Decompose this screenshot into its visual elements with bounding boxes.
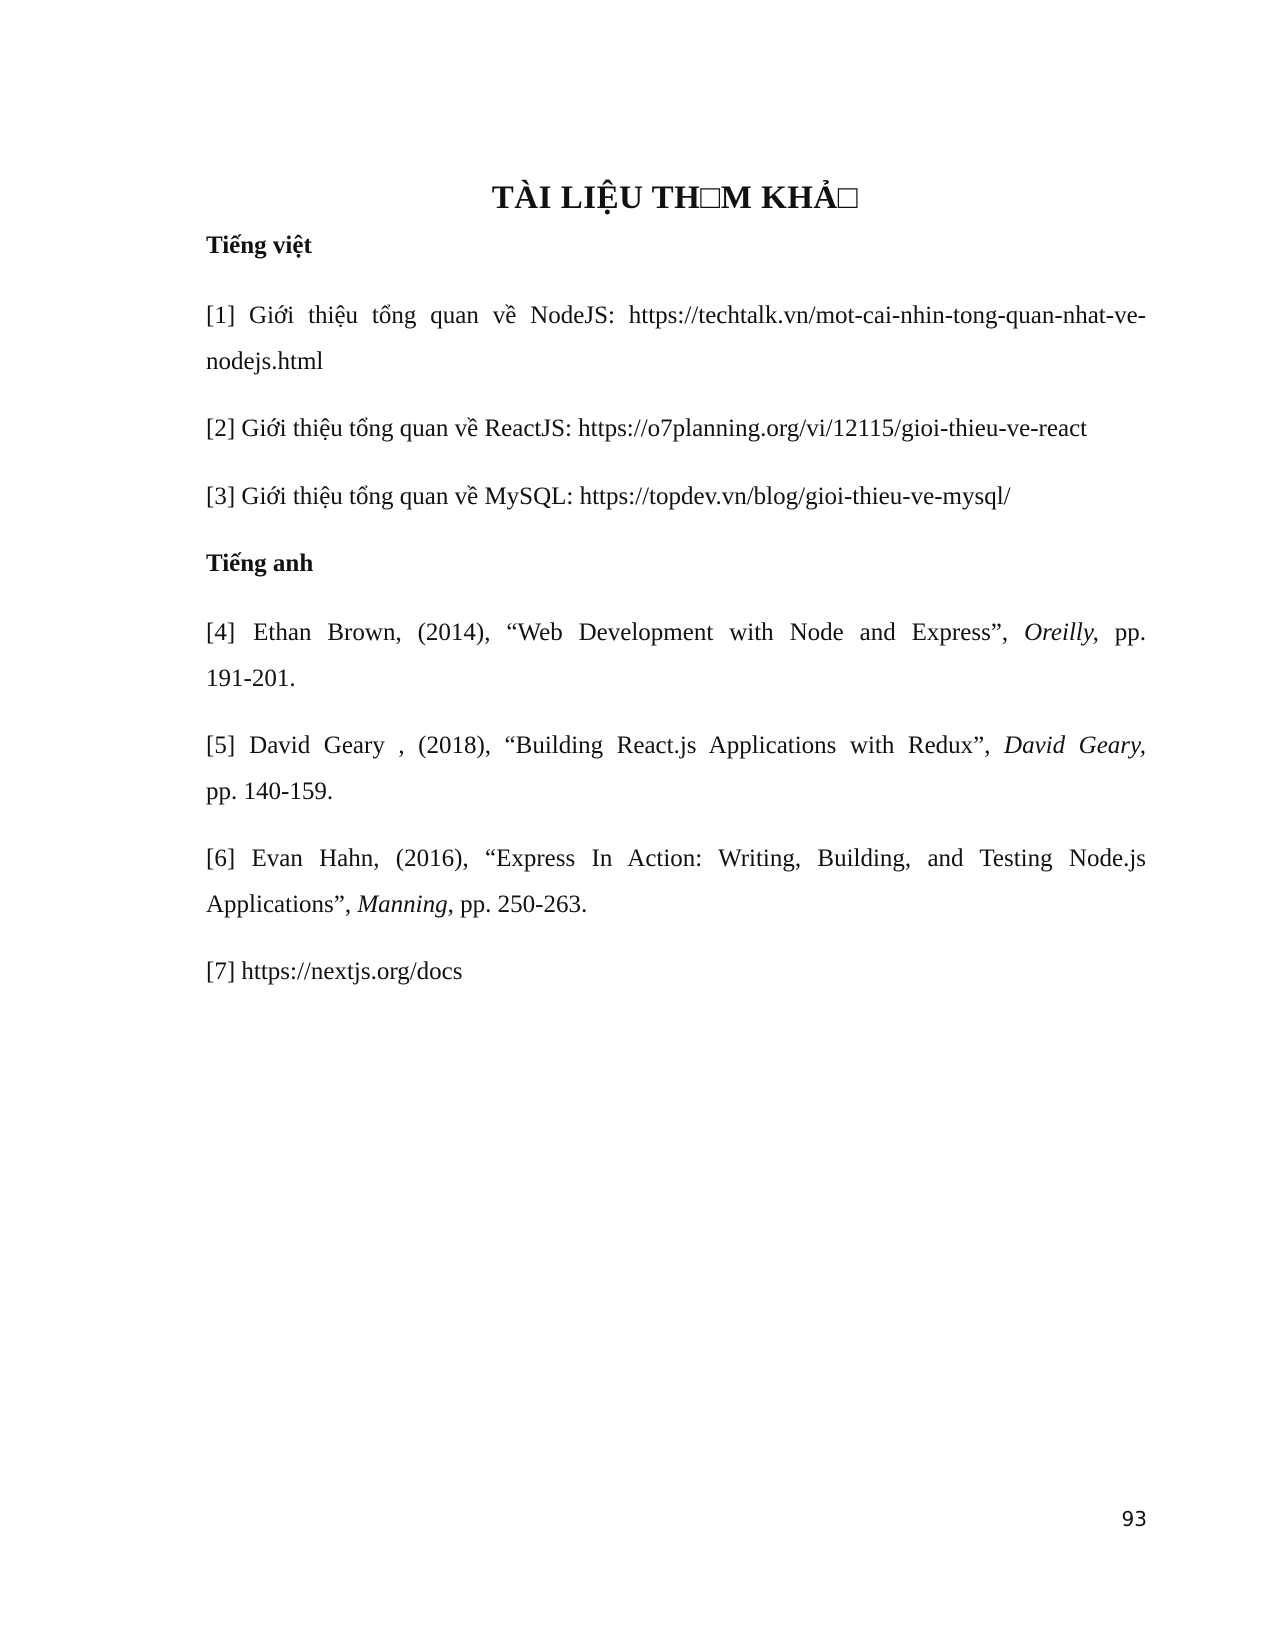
reference-text: Applications”, [206, 891, 358, 918]
reference-2 [206, 406, 1146, 452]
reference-publisher: Manning [357, 891, 448, 918]
reference-6-line2 [206, 882, 1146, 928]
reference-number: [5] [206, 732, 236, 759]
reference-number: [7] [206, 958, 236, 985]
reference-3 [206, 474, 1146, 520]
reference-2-line [206, 406, 1146, 452]
reference-4-line2: 191-201. [206, 665, 296, 692]
reference-5-line2: pp. 140-159. [206, 778, 334, 805]
reference-pages: , pp. 250-263. [447, 891, 588, 918]
reference-text: Giới thiệu tổng quan về NodeJS: https://techtalk.vn/mot-cai-nhin-tong-quan-nhat-ve- [249, 302, 1147, 329]
reference-number: [1] [206, 302, 236, 329]
reference-number: [2] [206, 415, 236, 442]
reference-pages: pp. [1098, 619, 1146, 646]
reference-5-line1 [206, 723, 1146, 769]
reference-text: Evan Hahn, (2016), “Express In Action: Writing, Building, and Testing Node.js [251, 845, 1146, 872]
reference-7-line [206, 949, 1146, 995]
reference-text: Ethan Brown, (2014), “Web Development with Node and Express”, [253, 619, 1025, 646]
reference-text: David Geary , (2018), “Building React.js Applications with Redux”, [249, 732, 1005, 759]
reference-number: [3] [206, 483, 236, 510]
section-heading-english: Tiếng anh [206, 550, 314, 577]
reference-7 [206, 949, 1146, 995]
reference-5 [206, 723, 1146, 815]
page-number: 93 [1121, 1507, 1147, 1531]
reference-number: [4] [206, 619, 236, 646]
reference-text: Giới thiệu tổng quan về ReactJS: https://o7planning.org/vi/12115/gioi-thieu-ve-react [241, 415, 1088, 442]
reference-publisher: David Geary, [1004, 732, 1146, 759]
reference-publisher: Oreilly, [1024, 619, 1099, 646]
reference-text: Giới thiệu tổng quan về MySQL: https://topdev.vn/blog/gioi-thieu-ve-mysql/ [241, 483, 1011, 510]
reference-4 [206, 610, 1146, 702]
reference-3-line [206, 474, 1146, 520]
section-heading-vietnamese: Tiếng việt [206, 232, 312, 259]
reference-1-line1 [206, 293, 1146, 339]
reference-1-line2: nodejs.html [206, 348, 324, 375]
reference-text: https://nextjs.org/docs [241, 958, 463, 985]
reference-4-line1 [206, 610, 1146, 656]
reference-6-line1 [206, 836, 1146, 882]
reference-1 [206, 293, 1146, 385]
reference-6 [206, 836, 1146, 928]
page-title: TÀI LIỆU TH□M KHẢ□ [491, 180, 859, 216]
reference-number: [6] [206, 845, 236, 872]
